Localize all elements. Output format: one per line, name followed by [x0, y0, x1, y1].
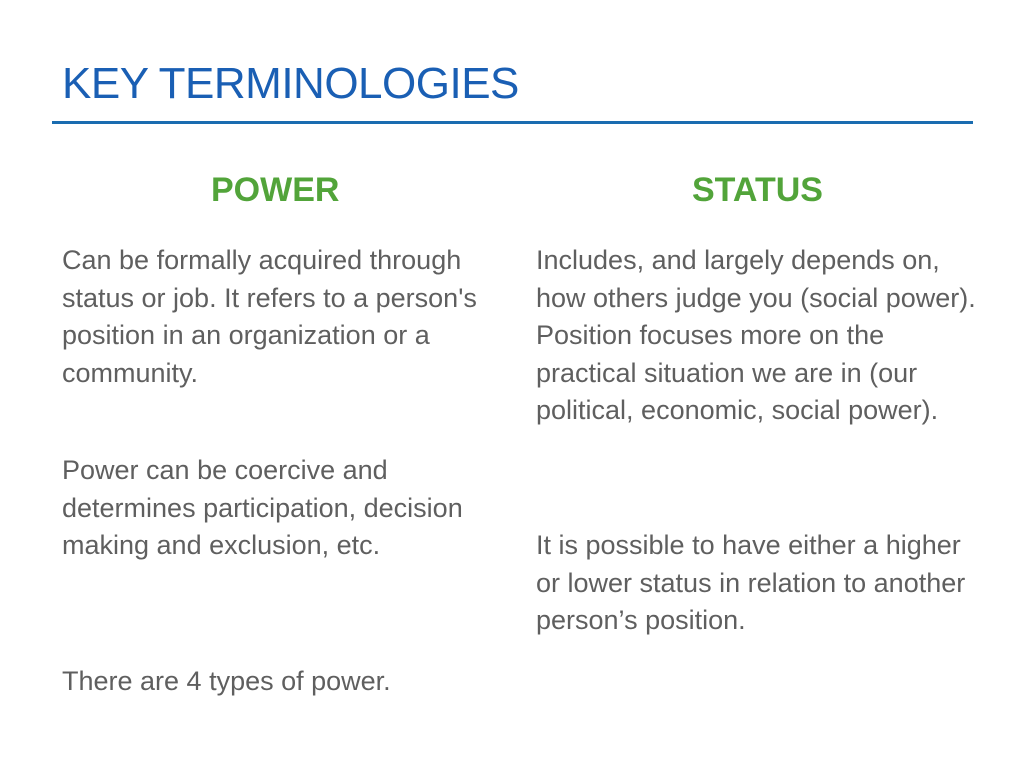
status-paragraph-2: It is possible to have either a higher or lower status in relation to another person’s position. [536, 530, 966, 635]
power-heading: POWER [211, 171, 340, 209]
status-heading: STATUS [692, 171, 823, 209]
power-paragraph-3: There are 4 types of power. [62, 666, 391, 696]
title-divider [52, 121, 973, 124]
power-paragraph-1: Can be formally acquired through status or job. It refers to a person's position in an organization or a community. [62, 245, 477, 388]
status-paragraph-1: Includes, and largely depends on, how others judge you (social power). Position focuses more on the practical situation we are in (our political, economic, social power). [536, 245, 976, 425]
slide-title: KEY TERMINOLOGIES [62, 59, 519, 108]
power-paragraph-2: Power can be coercive and determines participation, decision making and exclusion, etc. [62, 455, 463, 560]
